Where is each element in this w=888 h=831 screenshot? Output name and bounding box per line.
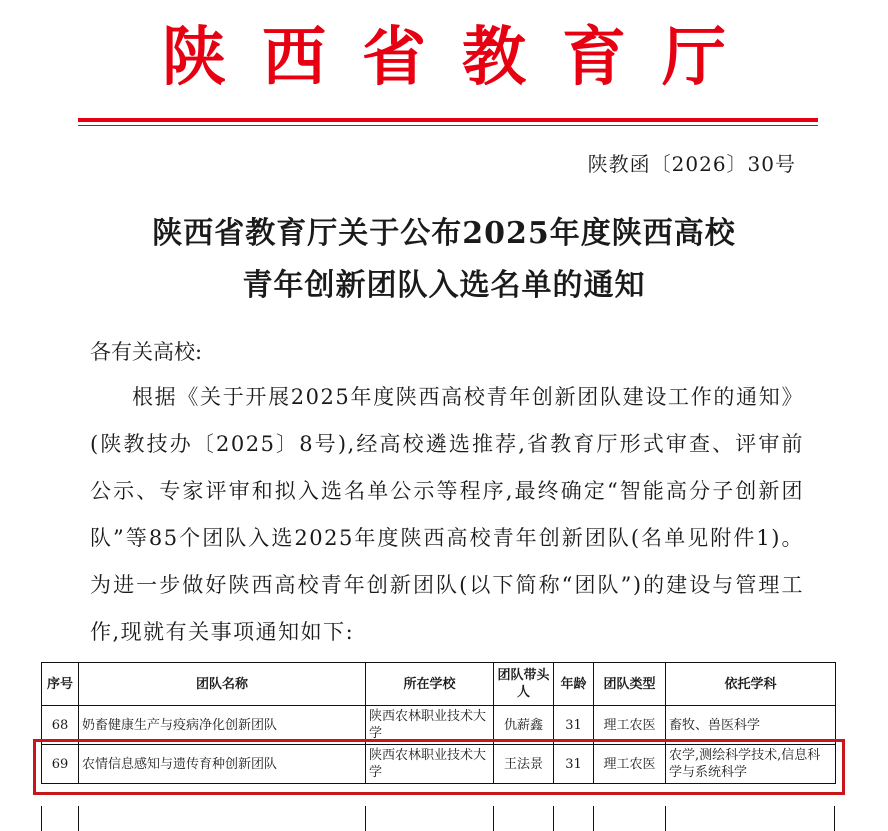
body-paragraph: 根据《关于开展2025年度陕西高校青年创新团队建设工作的通知》(陕教技办〔2025〕8号),经高校遴选推荐,省教育厅形式审查、评审前公示、专家评审和拟入选名单公示等程序,最终确定“智能高分子创新团队”等85个团队入选2025年度陕西高校青年创新团队(名单见附件1)。为进一步做好陕西高校青年创新团队(以下简称“团队”)的建设与管理工作,现就有关事项通知如下: <box>90 385 804 644</box>
cell-school: 陕西农林职业技术大学 <box>366 706 494 745</box>
issuing-authority-heading: 陕西省教育厅 <box>162 20 762 95</box>
cell-team-name: 奶畜健康生产与疫病净化创新团队 <box>79 706 366 745</box>
notice-title-line-1: 陕西省教育厅关于公布2025年度陕西高校 <box>152 216 736 251</box>
cell-school: 陕西农林职业技术大学 <box>366 745 494 784</box>
header-team-type: 团队类型 <box>594 663 666 706</box>
header-index: 序号 <box>42 663 79 706</box>
notice-title-line-2: 青年创新团队入选名单的通知 <box>242 268 646 303</box>
truncated-next-row <box>41 806 835 831</box>
cell-discipline: 农学,测绘科学技术,信息科学与系统科学 <box>666 745 836 784</box>
header-age: 年龄 <box>554 663 594 706</box>
cell-index: 69 <box>42 745 79 784</box>
header-school: 所在学校 <box>366 663 494 706</box>
table-header-row <box>42 663 836 706</box>
red-divider-thick <box>78 118 818 122</box>
cell-age: 31 <box>554 745 594 784</box>
salutation: 各有关高校: <box>90 340 203 364</box>
header-team-leader: 团队带头人 <box>494 663 554 706</box>
cell-leader: 仇薪鑫 <box>494 706 554 745</box>
cell-team-name: 农情信息感知与遗传育种创新团队 <box>79 745 366 784</box>
highlight-box <box>33 739 845 795</box>
cell-type: 理工农医 <box>594 706 666 745</box>
header-team-name: 团队名称 <box>79 663 366 706</box>
cell-leader: 王法景 <box>494 745 554 784</box>
cell-discipline: 畜牧、兽医科学 <box>666 706 836 745</box>
red-divider-thin <box>78 125 818 126</box>
cell-type: 理工农医 <box>594 745 666 784</box>
cell-index: 68 <box>42 706 79 745</box>
header-discipline: 依托学科 <box>666 663 836 706</box>
document-number: 陕教函〔2026〕30号 <box>587 152 796 176</box>
cell-age: 31 <box>554 706 594 745</box>
